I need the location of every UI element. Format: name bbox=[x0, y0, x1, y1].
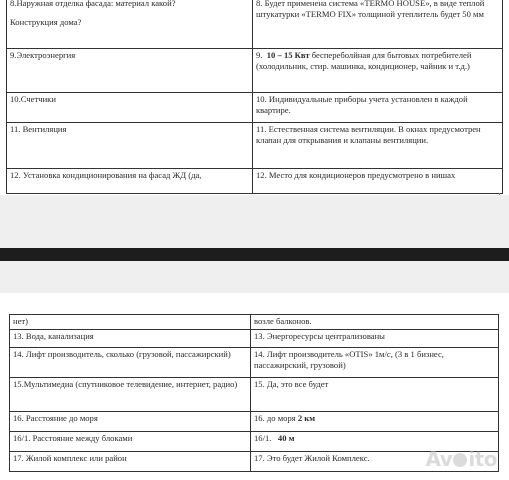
question-text: 10.Счетчики bbox=[10, 94, 56, 104]
answer-text: 14. Лифт производитель «OTIS» 1м/с, (3 в 1 бизнес, пассажирский, грузовой) bbox=[254, 349, 444, 370]
answer-text: 17. Это будет Жилой Комплекс. bbox=[254, 453, 370, 463]
answer-text: 15. Да, это все будет bbox=[254, 379, 329, 389]
question-cell bbox=[10, 452, 251, 472]
answer-cell bbox=[253, 169, 503, 194]
question-cell bbox=[7, 123, 253, 169]
answer-bold: 2 км bbox=[297, 413, 316, 423]
answer-cell bbox=[253, 49, 503, 93]
question-cell bbox=[10, 378, 251, 412]
question-text: 16/1. Расстояние между блоками bbox=[13, 433, 133, 443]
answer-text: 11. Естественная система вентиляции. В окнах предусмотрен клапан для открывания и клапаны вентиляции. bbox=[256, 124, 481, 145]
question-text: нет) bbox=[13, 316, 29, 326]
table-row bbox=[10, 378, 499, 412]
answer-cell bbox=[251, 348, 499, 378]
question-text: 12. Установка кондиционирования на фасад ЖД (да, bbox=[10, 170, 202, 180]
table-row bbox=[10, 315, 499, 330]
answer-cell bbox=[251, 330, 499, 348]
answer-text: 13. Энергоресурсы централизованы bbox=[254, 331, 385, 341]
question-text: 17. Жилой комплекс или район bbox=[13, 453, 127, 463]
answer-text: 8. Будет применена система «TERMO HOUSE», в виде теплой штукатурки «TERMO FIX» толщиной утеплитель будет 50 мм bbox=[256, 0, 485, 19]
question-cell bbox=[7, 93, 253, 123]
question-text: 13. Вода, канализация bbox=[13, 331, 94, 341]
question-cell bbox=[10, 412, 251, 432]
table-row bbox=[10, 412, 499, 432]
question-cell bbox=[7, 169, 253, 194]
answer-cell bbox=[251, 412, 499, 432]
question-text: Конструкция дома? bbox=[10, 17, 82, 27]
question-text: 14. Лифт производитель, сколько (грузовой, пассажирский) bbox=[13, 349, 231, 359]
answer-cell bbox=[253, 93, 503, 123]
table-row bbox=[7, 93, 503, 123]
page-separator bbox=[0, 248, 509, 261]
answer-text: беспереболйная для бытовых потребителей (холодильник, стир. машинка, кондиционер, чайник и т.д.) bbox=[256, 50, 472, 71]
question-text: 11. Вентиляция bbox=[10, 124, 67, 134]
question-cell bbox=[7, 49, 253, 93]
question-text: 15.Мультимедиа (спутниковое телевидение, интернет, радио) bbox=[13, 379, 238, 389]
answer-cell bbox=[253, 0, 503, 49]
answer-bold: 40 м bbox=[277, 433, 295, 443]
watermark-text: Av bbox=[425, 447, 453, 471]
answer-cell bbox=[251, 378, 499, 412]
question-text: 8.Наружная отделка фасада: материал какой? bbox=[10, 0, 176, 8]
table-row bbox=[7, 169, 503, 194]
question-text: 9.Электроэнергия bbox=[10, 50, 76, 60]
answer-cell bbox=[253, 123, 503, 169]
table-row bbox=[10, 330, 499, 348]
table-row bbox=[7, 0, 503, 49]
answer-prefix: 16/1. bbox=[254, 433, 272, 443]
answer-bold: 10 – 15 Квт bbox=[266, 50, 310, 60]
avito-watermark bbox=[426, 447, 497, 471]
question-cell bbox=[10, 432, 251, 452]
question-cell bbox=[10, 348, 251, 378]
answer-cell bbox=[251, 315, 499, 330]
answer-text: возле балконов. bbox=[254, 316, 312, 326]
page-gap bbox=[0, 195, 509, 293]
watermark-dot-icon bbox=[453, 453, 467, 467]
question-cell bbox=[10, 315, 251, 330]
answer-prefix: 16. до моря bbox=[254, 413, 296, 423]
answer-text: 12. Место для кондиционеров предусмотрено в нишах bbox=[256, 170, 456, 180]
question-cell bbox=[10, 330, 251, 348]
document-page-top bbox=[0, 0, 509, 195]
table-row bbox=[7, 49, 503, 93]
answer-prefix: 9. bbox=[256, 50, 263, 60]
question-text: 16. Расстояние до моря bbox=[13, 413, 98, 423]
question-cell bbox=[7, 0, 253, 49]
table-row bbox=[7, 123, 503, 169]
answer-text: 10. Индивидуальные приборы учета установлен в каждой квартире. bbox=[256, 94, 468, 115]
table-row bbox=[10, 348, 499, 378]
requirements-table-top bbox=[6, 0, 503, 194]
watermark-text: ito bbox=[468, 447, 497, 471]
